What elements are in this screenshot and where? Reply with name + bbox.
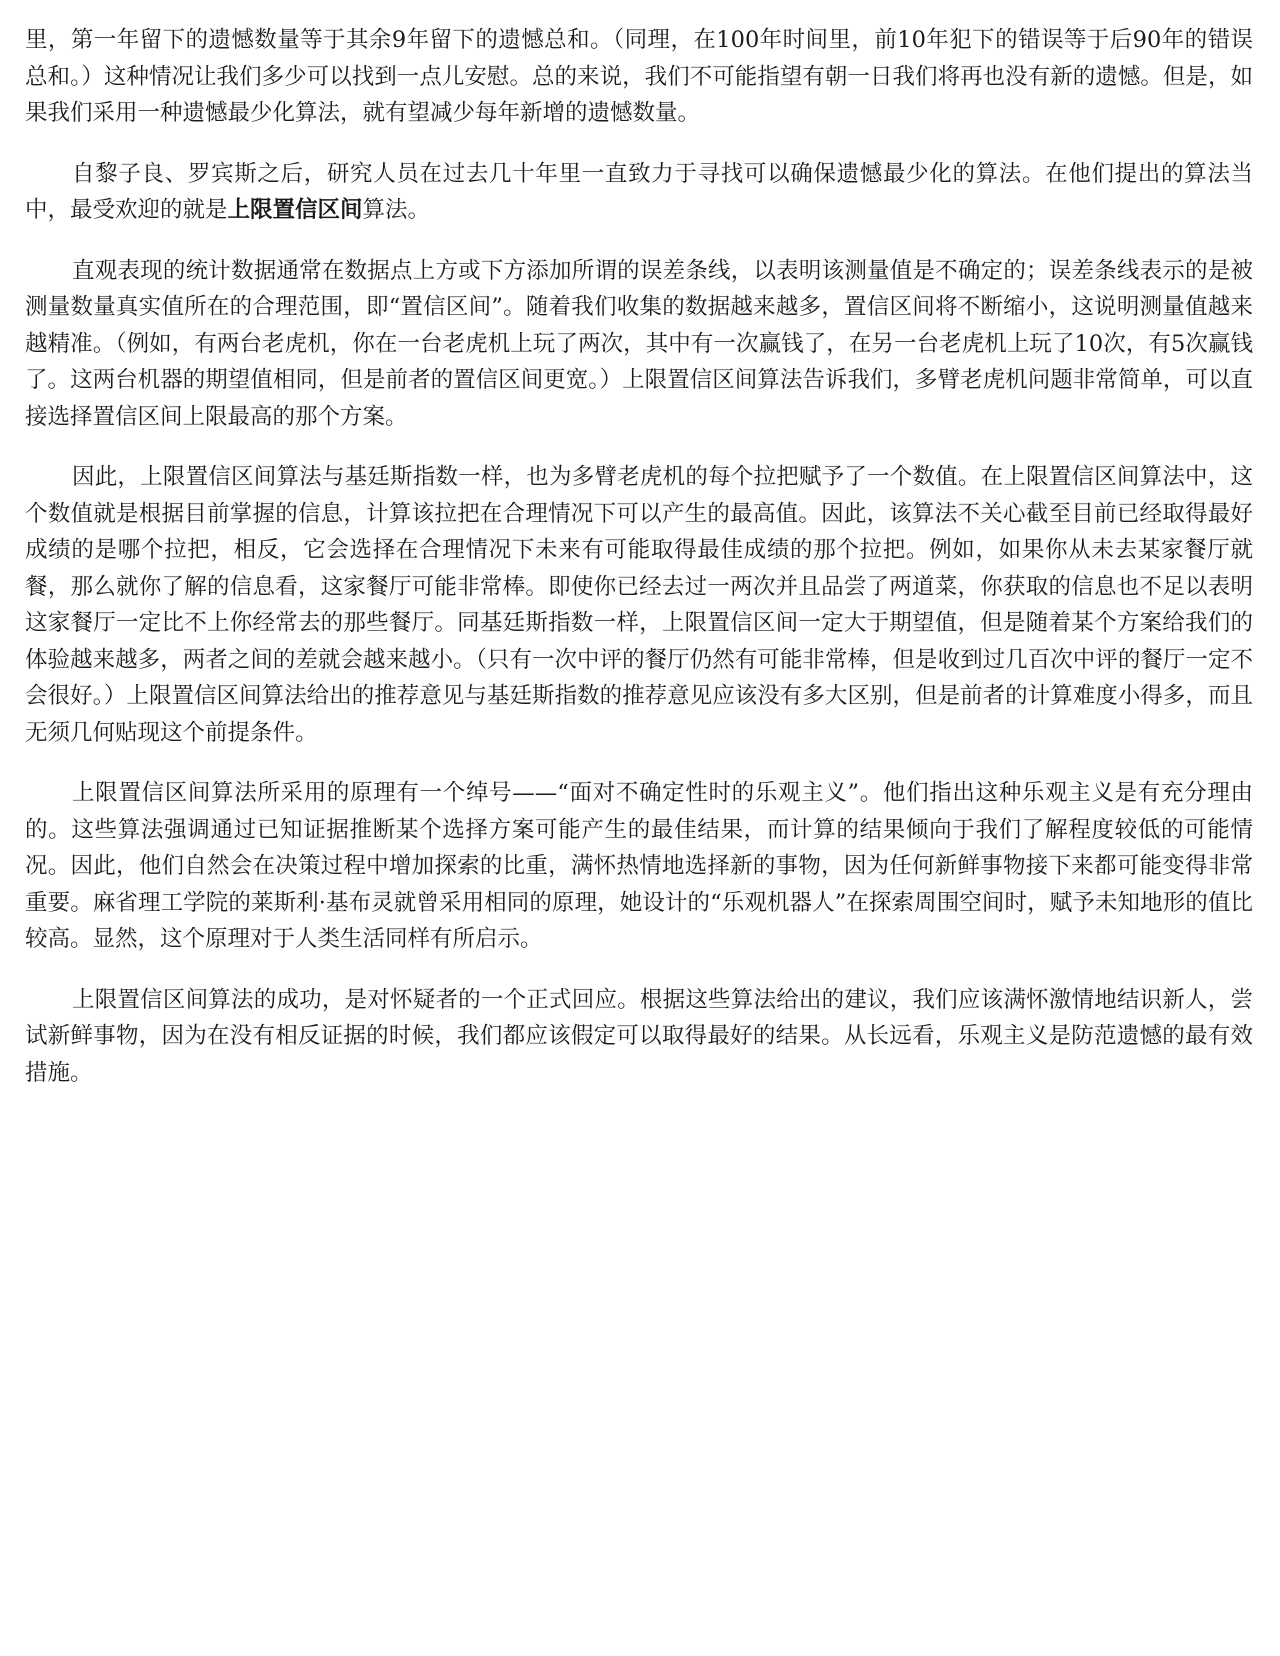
- paragraph-2-text-before: 自黎子良、罗宾斯之后，研究人员在过去几十年里一直致力于寻找可以确保遗憾最少化的算法。在他们提出的算法当中，最受欢迎的就是: [25, 160, 1253, 223]
- paragraph-1: 里，第一年留下的遗憾数量等于其余9年留下的遗憾总和。（同理，在100年时间里，前10年犯下的错误等于后90年的错误总和。）这种情况让我们多少可以找到一点儿安慰。总的来说，我们不可能指望有朝一日我们将再也没有新的遗憾。但是，如果我们采用一种遗憾最少化算法，就有望减少每年新增的遗憾数量。: [25, 27, 1253, 126]
- paragraph-6: 上限置信区间算法的成功，是对怀疑者的一个正式回应。根据这些算法给出的建议，我们应该满怀激情地结识新人，尝试新鲜事物，因为在没有相反证据的时候，我们都应该假定可以取得最好的结果。从长远看，乐观主义是防范遗憾的最有效措施。: [25, 986, 1253, 1086]
- paragraph-5: 上限置信区间算法所采用的原理有一个绰号——“面对不确定性时的乐观主义”。他们指出这种乐观主义是有充分理由的。这些算法强调通过已知证据推断某个选择方案可能产生的最佳结果，而计算的结果倾向于我们了解程度较低的可能情况。因此，他们自然会在决策过程中增加探索的比重，满怀热情地选择新的事物，因为任何新鲜事物接下来都可能变得非常重要。麻省理工学院的莱斯利·基布灵就曾采用相同的原理，她设计的“乐观机器人”在探索周围空间时，赋予未知地形的值比较高。显然，这个原理对于人类生活同样有所启示。: [25, 780, 1253, 952]
- paragraph-2-text-after: 算法。: [362, 197, 431, 223]
- document-page: [25, 22, 1253, 1115]
- paragraph-4: 因此，上限置信区间算法与基廷斯指数一样，也为多臂老虎机的每个拉把赋予了一个数值。在上限置信区间算法中，这个数值就是根据目前掌握的信息，计算该拉把在合理情况下可以产生的最高值。因此，该算法不关心截至目前已经取得最好成绩的是哪个拉把，相反，它会选择在合理情况下未来有可能取得最佳成绩的那个拉把。例如，如果你从未去某家餐厅就餐，那么就你了解的信息看，这家餐厅可能非常棒。即使你已经去过一两次并且品尝了两道菜，你获取的信息也不足以表明这家餐厅一定比不上你经常去的那些餐厅。同基廷斯指数一样，上限置信区间一定大于期望值，但是随着某个方案给我们的体验越来越多，两者之间的差就会越来越小。（只有一次中评的餐厅仍然有可能非常棒，但是收到过几百次中评的餐厅一定不会很好。）上限置信区间算法给出的推荐意见与基廷斯指数的推荐意见应该没有多大区别，但是前者的计算难度小得多，而且无须几何贴现这个前提条件。: [25, 464, 1253, 746]
- paragraph-3: 直观表现的统计数据通常在数据点上方或下方添加所谓的误差条线，以表明该测量值是不确定的；误差条线表示的是被测量数量真实值所在的合理范围，即“置信区间”。随着我们收集的数据越来越多，置信区间将不断缩小，这说明测量值越来越精准。（例如，有两台老虎机，你在一台老虎机上玩了两次，其中有一次赢钱了，在另一台老虎机上玩了10次，有5次赢钱了。这两台机器的期望值相同，但是前者的置信区间更宽。）上限置信区间算法告诉我们，多臂老虎机问题非常简单，可以直接选择置信区间上限最高的那个方案。: [25, 257, 1253, 430]
- paragraph-2: [25, 156, 1253, 229]
- highlighted-term: 上限置信区间: [227, 197, 363, 223]
